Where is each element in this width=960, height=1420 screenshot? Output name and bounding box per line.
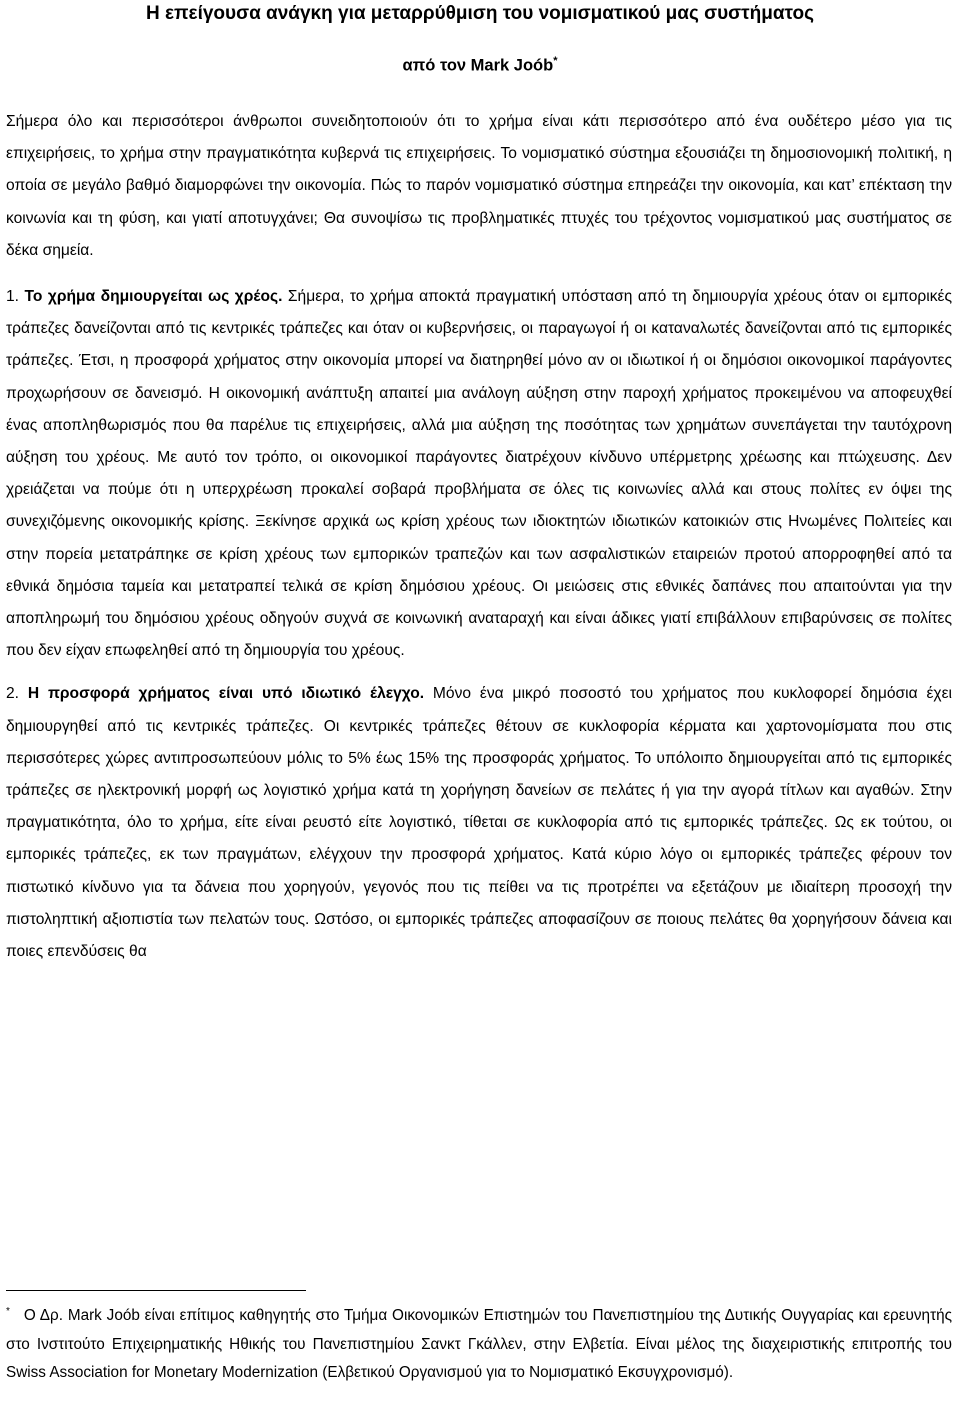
document-body	[6, 106, 952, 979]
section-2-paragraph	[6, 678, 952, 968]
section-1-text: Σήμερα, το χρήμα αποκτά πραγματική υπόσταση από τη δημιουργία χρέους όταν οι εμπορικές τράπεζες δανείζονται από τις κεντρικές τράπεζες και όταν οι κυβερνήσεις, οι παραγωγοί ή οι καταναλωτές δανείζονται από τις εμπορικές τράπεζες. Έτσι, η προσφορά χρήματος στην οικονομία μπορεί να διατηρηθεί μόνο αν οι ιδιωτικοί ή οι δημόσιοι οικονομικοί παράγοντες προχωρήσουν σε δανεισμό. Η οικονομική ανάπτυξη απαιτεί μια ανάλογη αύξηση στην παροχή χρήματος προκειμένου να αποφευχθεί ένας αποπληθωρισμός που θα παρέλυε τις επιχειρήσεις, αλλά μια αύξηση της ποσότητας των χρημάτων συνεπάγεται την ταυτόχρονη αύξηση του χρέους. Με αυτό τον τρόπο, οι οικονομικοί παράγοντες διατρέχουν κίνδυνο υπέρμετρης χρέωσης και πτώχευσης. Δεν χρειάζεται να πούμε ότι η υπερχρέωση προκαλεί σοβαρά προβλήματα σε όλες τις κοινωνίες αλλά και στους πολίτες εν όψει της συνεχιζόμενης οικονομικής κρίσης. Ξεκίνησε αρχικά ως κρίση χρέους των ιδιοκτητών ιδιωτικών κατοικιών στις Ηνωμένες Πολιτείες και στην πορεία μετατράπηκε σε κρίση χρέους των εμπορικών τραπεζών και των ασφαλιστικών εταιρειών προτού απορροφηθεί από τα εθνικά δημόσια ταμεία και μετατραπεί τελικά σε κρίση δημόσιου χρέους. Οι μειώσεις στις εθνικές δαπάνες που απαιτούνται για την αποπληρωμή του δημόσιου χρέους οδηγούν συχνά σε κοινωνική αναταραχή και είναι άδικες γιατί επιβάλλουν επιβαρύνσεις σε πολίτες που δεν είχαν επωφεληθεί από τη δημιουργία του χρέους.	[6, 288, 952, 660]
section-2-text: Μόνο ένα μικρό ποσοστό του χρήματος που κυκλοφορεί δημόσια έχει δημιουργηθεί από τις κεντρικές τράπεζες. Οι κεντρικές τράπεζες θέτουν σε κυκλοφορία κέρματα και χαρτονομίσματα που στις περισσότερες χώρες αντιπροσωπεύουν μόλις το 5% έως 15% της προσφοράς χρήματος. Το υπόλοιπο δημιουργείται από τις εμπορικές τράπεζες σε ηλεκτρονική μορφή ως λογιστικό χρήμα κατά τη χορήγηση δανείων σε πελάτες ή για την αγορά τίτλων και αγαθών. Στην πραγματικότητα, όλο το χρήμα, είτε είναι ρευστό είτε λογιστικό, τίθεται σε κυκλοφορία από τις εμπορικές τράπεζες. Ως εκ τούτου, οι εμπορικές τράπεζες, εκ των πραγμάτων, ελέγχουν την προσφορά χρήματος. Κατά κύριο λόγο οι εμπορικές τράπεζες φέρουν τον πιστωτικό κίνδυνο για τα δάνεια που χορηγούν, γεγονός που τις πείθει να τις προτρέπει να εξετάζουν με ιδιαίτερη προσοχή την πιστοληπτική αξιοπιστία των πελατών τους. Ωστόσο, οι εμπορικές τράπεζες αποφασίζουν σε ποιους πελάτες θα χορηγήσουν δάνεια και ποιες επενδύσεις θα	[6, 685, 953, 961]
footnote	[6, 1298, 952, 1388]
footnote-mark: *	[6, 1306, 10, 1317]
section-1-number: 1.	[6, 288, 20, 306]
author-name: από τον Mark Joób	[402, 56, 554, 75]
section-1-heading: Το χρήμα δημιουργείται ως χρέος.	[24, 288, 283, 306]
section-1-paragraph	[6, 281, 952, 667]
section-2-heading: Η προσφορά χρήματος είναι υπό ιδιωτικό έλεγχο.	[27, 685, 425, 703]
footnote-divider	[6, 1290, 306, 1291]
section-2-number: 2.	[6, 685, 20, 703]
author-line	[0, 55, 960, 76]
author-footnote-mark: *	[553, 55, 558, 67]
footnote-text: Ο Δρ. Mark Joób είναι επίτιμος καθηγητής στο Τμήμα Οικονομικών Επιστημών του Πανεπιστημίου της Δυτικής Ουγγαρίας και ερευνητής στο Ινστιτούτο Επιχειρηματικής Ηθικής του Πανεπιστημίου Σανκτ Γκάλλεν, στην Ελβετία. Είναι μέλος της διαχειριστικής επιτροπής του Swiss Association for Monetary Modernization (Ελβετικού Οργανισμού για το Νομισματικό Εκσυγχρονισμό).	[6, 1307, 952, 1382]
document-title: Η επείγουσα ανάγκη για μεταρρύθμιση του νομισματικού μας συστήματος	[145, 3, 814, 24]
intro-paragraph: Σήμερα όλο και περισσότεροι άνθρωποι συνειδητοποιούν ότι το χρήμα είναι κάτι περισσότερο από ένα ουδέτερο μέσο για τις επιχειρήσεις, το χρήμα στην πραγματικότητα κυβερνά τις επιχειρήσεις. Το νομισματικό σύστημα εξουσιάζει τη δημοσιονομική πολιτική, η οποία σε μεγάλο βαθμό διαμορφώνει την οικονομία. Πώς το παρόν νομισματικό σύστημα επηρεάζει την οικονομία, και κατ’ επέκταση την κοινωνία και τη φύση, και γιατί αποτυγχάνει; Θα συνοψίσω τις προβληματικές πτυχές του τρέχοντος νομισματικού μας συστήματος σε δέκα σημεία.	[6, 113, 952, 259]
